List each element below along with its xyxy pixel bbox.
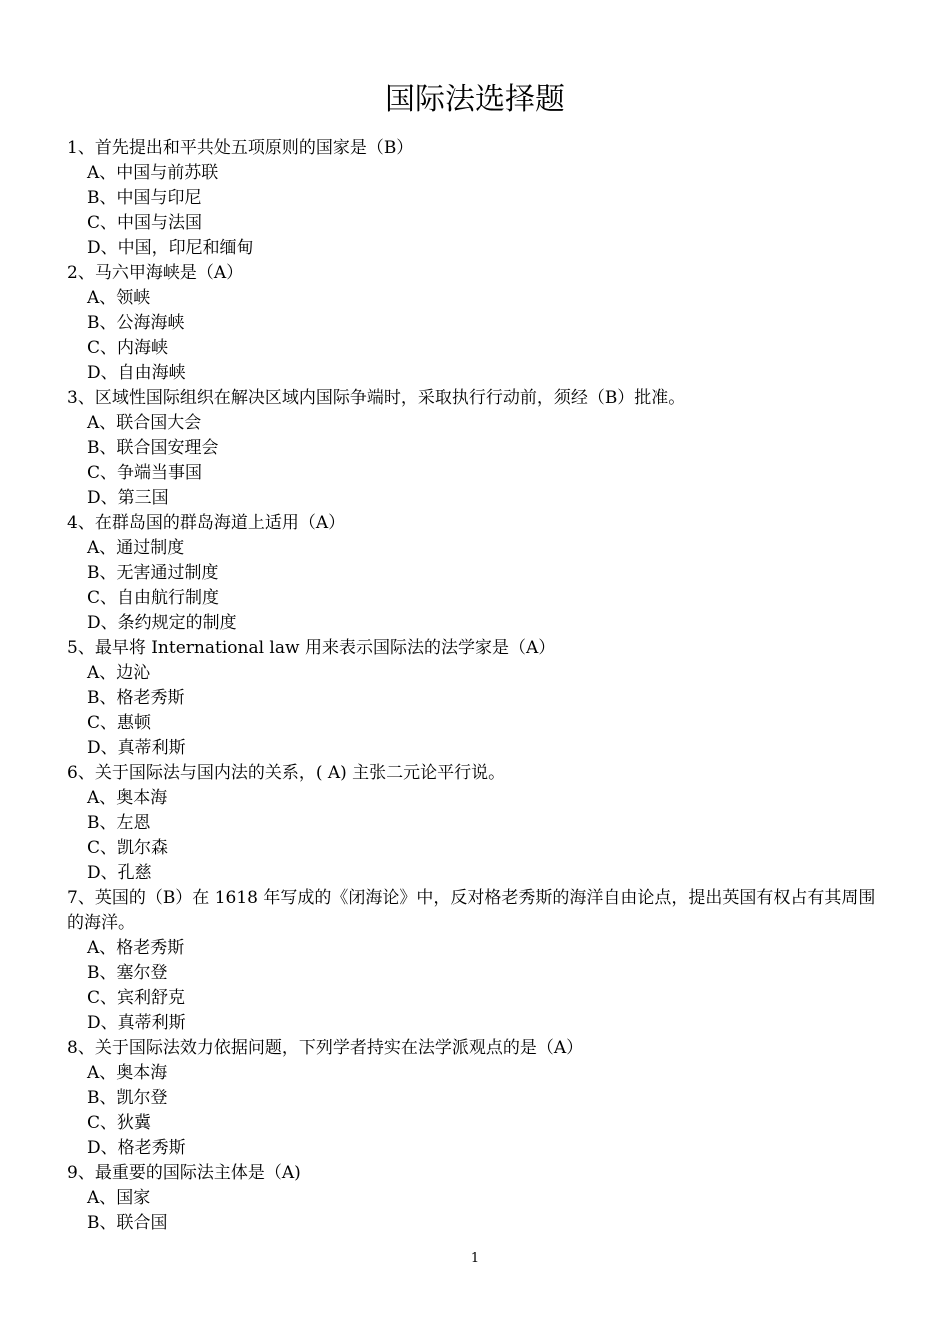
question-5: [67, 636, 887, 761]
question-9: [67, 1161, 887, 1236]
option-c: C、中国与法国: [87, 213, 203, 233]
option-c: C、凯尔森: [87, 838, 169, 858]
option-d: D、孔慈: [87, 863, 152, 883]
option-d: D、第三国: [87, 488, 169, 508]
option-d: D、真蒂利斯: [87, 1013, 186, 1033]
question-stem: 2、马六甲海峡是（A）: [67, 263, 244, 283]
option-d: D、自由海峡: [87, 363, 186, 383]
document-title: 国际法选择题: [385, 82, 565, 117]
option-b: B、公海海峡: [87, 313, 185, 333]
option-b: B、无害通过制度: [87, 563, 219, 583]
question-stem: 8、关于国际法效力依据问题，下列学者持实在法学派观点的是（A）: [67, 1038, 584, 1058]
option-c: C、宾利舒克: [87, 988, 186, 1008]
option-a: A、中国与前苏联: [87, 163, 219, 183]
question-6: [67, 761, 887, 886]
question-stem: 7、英国的（B）在 1618 年写成的《闭海论》中，反对格老秀斯的海洋自由论点，提出英国有权占有其周围的海洋。: [67, 888, 876, 933]
option-b: B、联合国: [87, 1213, 168, 1233]
question-stem: 1、首先提出和平共处五项原则的国家是（B）: [67, 138, 414, 158]
question-stem: 9、最重要的国际法主体是（A): [67, 1163, 301, 1183]
option-b: B、联合国安理会: [87, 438, 219, 458]
question-3: [67, 386, 887, 511]
option-c: C、自由航行制度: [87, 588, 220, 608]
page-number: 1: [470, 1251, 480, 1266]
option-b: B、格老秀斯: [87, 688, 185, 708]
option-d: D、真蒂利斯: [87, 738, 186, 758]
question-stem: 3、区域性国际组织在解决区域内国际争端时，采取执行行动前，须经（B）批准。: [67, 388, 686, 408]
option-b: B、凯尔登: [87, 1088, 168, 1108]
question-stem: 6、关于国际法与国内法的关系，( A) 主张二元论平行说。: [67, 763, 506, 783]
option-a: A、边沁: [87, 663, 151, 683]
option-a: A、格老秀斯: [87, 938, 185, 958]
option-a: A、联合国大会: [87, 413, 202, 433]
option-a: A、领峡: [87, 288, 151, 308]
question-4: [67, 511, 887, 636]
option-d: D、中国，印尼和缅甸: [87, 238, 254, 258]
question-7: [67, 886, 887, 1036]
question-2: [67, 261, 887, 386]
question-stem: 5、最早将 International law 用来表示国际法的法学家是（A）: [67, 638, 556, 658]
option-a: A、通过制度: [87, 538, 185, 558]
question-list: [67, 136, 887, 1236]
option-b: B、塞尔登: [87, 963, 168, 983]
option-c: C、惠顿: [87, 713, 152, 733]
question-1: [67, 136, 887, 261]
option-c: C、争端当事国: [87, 463, 203, 483]
option-a: A、奥本海: [87, 788, 168, 808]
option-d: D、格老秀斯: [87, 1138, 186, 1158]
option-c: C、内海峡: [87, 338, 169, 358]
option-a: A、国家: [87, 1188, 151, 1208]
option-b: B、左恩: [87, 813, 151, 833]
option-d: D、条约规定的制度: [87, 613, 237, 633]
question-8: [67, 1036, 887, 1161]
option-b: B、中国与印尼: [87, 188, 202, 208]
option-c: C、狄冀: [87, 1113, 152, 1133]
option-a: A、奥本海: [87, 1063, 168, 1083]
question-stem: 4、在群岛国的群岛海道上适用（A）: [67, 513, 346, 533]
